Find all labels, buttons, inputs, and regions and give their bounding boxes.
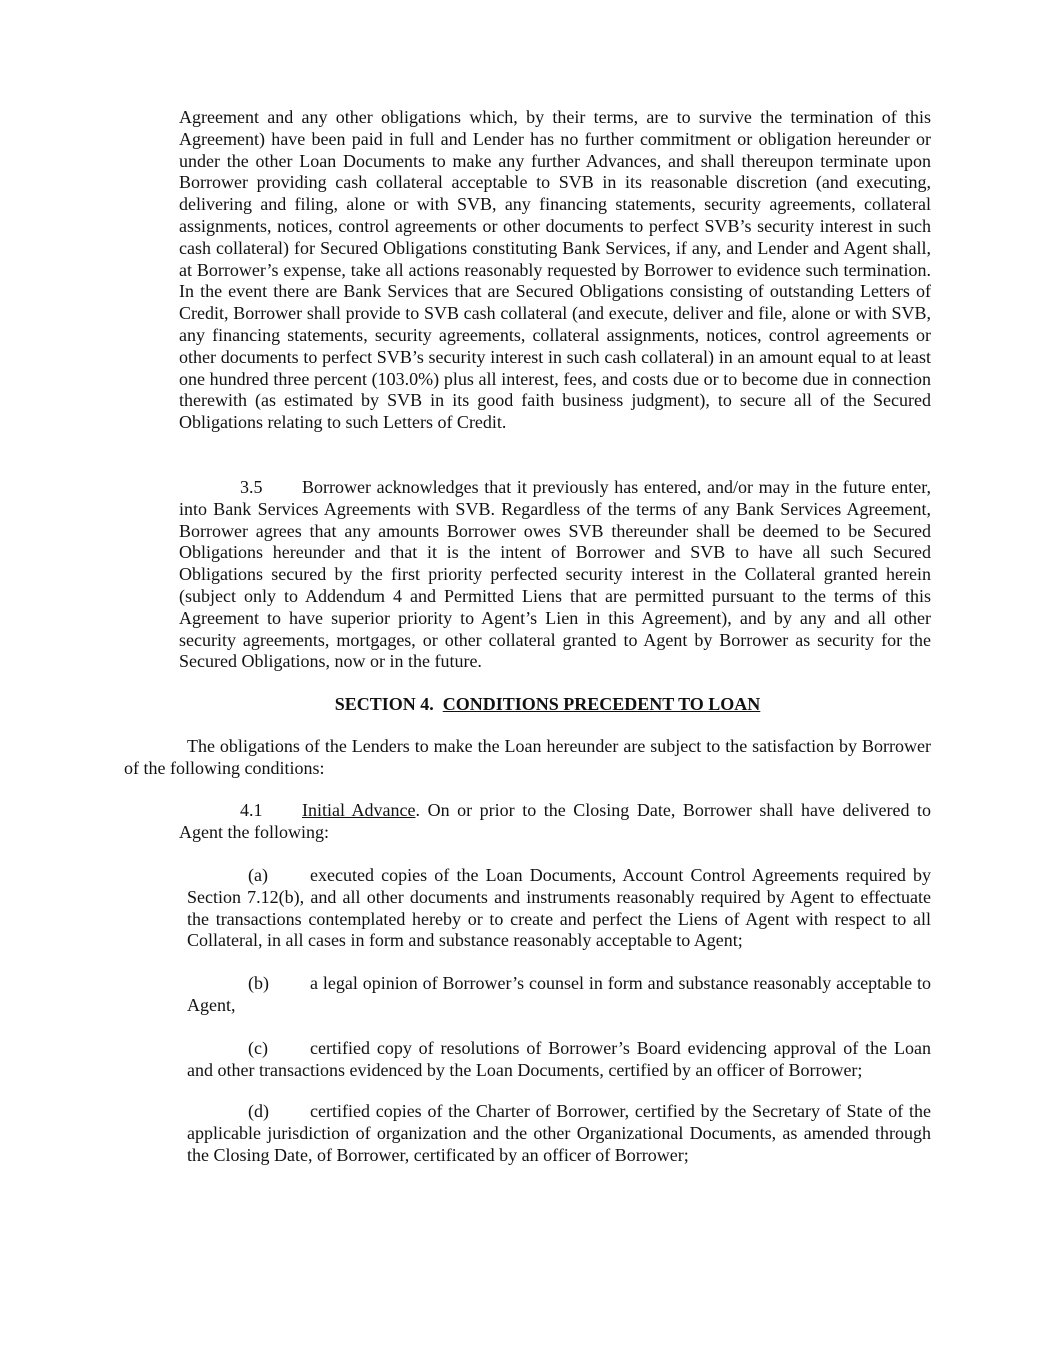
section-3-5-text: Borrower acknowledges that it previously has entered, and/or may in the future enter, into Bank Services Agreements with SVB. Regardless of the terms of any Bank Services Agreement, Borrower agrees that any amounts Borrower owes SVB thereunder shall be deemed to be Secured Obligations hereunder and that it is the intent of Borrower and SVB to have all such Secured Obligations secured by the first priority perfected security interest in the Collateral granted herein (subject only to Addendum 4 and Permitted Liens that are permitted pursuant to the terms of this Agreement to have superior priority to Agent’s Lien in this Agreement), and by any and all other security agreements, mortgages, or other collateral granted to Agent by Borrower as security for the Secured Obligations, now or in the future. <box>179 477 931 672</box>
continuation-paragraph: Agreement and any other obligations which, by their terms, are to survive the termination of this Agreement) have been paid in full and Lender has no further commitment or obligation hereunder or under the other Loan Documents to make any further Advances, and shall thereupon terminate upon Borrower providing cash collateral acceptable to SVB in its reasonable discretion (and executing, delivering and filing, alone or with SVB, any financing statements, security agreements, collateral assignments, notices, control agreements or other documents to perfect SVB’s security interest in such cash collateral) for Secured Obligations constituting Bank Services, if any, and Lender and Agent shall, at Borrower’s expense, take all actions reasonably requested by Borrower to evidence such termination. In the event there are Bank Services that are Secured Obligations consisting of outstanding Letters of Credit, Borrower shall provide to SVB cash collateral (and execute, deliver and file, alone or with SVB, any financing statements, security agreements, collateral assignments, notices, control agreements or other documents to perfect SVB’s security interest in such cash collateral) in an amount equal to at least one hundred three percent (103.0%) plus all interest, fees, and costs due or to become due in connection therewith (as estimated by SVB in its good faith business judgment), to secure all of the Secured Obligations relating to such Letters of Credit. <box>179 107 931 433</box>
section-4-prefix: SECTION 4. <box>334 694 434 714</box>
list-item-d-text: certified copies of the Charter of Borrower, certified by the Secretary of State of the applicable jurisdiction of organization and the other Organizational Documents, as amended through the Closing Date, of Borrower, certificated by an officer of Borrower; <box>187 1101 931 1165</box>
section-4-intro-text: The obligations of the Lenders to make the Loan hereunder are subject to the satisfaction by Borrower of the following conditions: <box>124 736 931 778</box>
list-item-b <box>187 973 931 1017</box>
section-4-intro <box>124 736 931 780</box>
list-item-a-text: executed copies of the Loan Documents, Account Control Agreements required by Section 7.12(b), and all other documents and instruments reasonably required by Agent to effectuate the transactions contemplated hereby or to create and perfect the Liens of Agent with respect to all Collateral, in all cases in form and substance reasonably acceptable to Agent; <box>187 865 931 951</box>
section-3-5-paragraph <box>179 477 931 673</box>
section-4-title: CONDITIONS PRECEDENT TO LOAN <box>442 694 761 714</box>
section-4-heading <box>0 694 1055 716</box>
list-item-b-text: a legal opinion of Borrower’s counsel in form and substance reasonably acceptable to Agent, <box>187 973 931 1015</box>
list-item-d-label: (d) <box>248 1101 269 1121</box>
section-4-1-text: . On or prior to the Closing Date, Borrower shall have delivered to Agent the following: <box>179 800 931 842</box>
section-4-1-number: 4.1 <box>240 800 263 820</box>
list-item-a-label: (a) <box>248 865 268 885</box>
list-item-a <box>187 865 931 952</box>
list-item-c <box>187 1038 931 1082</box>
section-4-1-paragraph <box>179 800 931 844</box>
section-3-5-number: 3.5 <box>240 477 263 497</box>
section-4-1-title: Initial Advance <box>302 800 416 820</box>
list-item-d <box>187 1101 931 1166</box>
list-item-b-label: (b) <box>248 973 269 993</box>
list-item-c-label: (c) <box>248 1038 268 1058</box>
list-item-c-text: certified copy of resolutions of Borrower’s Board evidencing approval of the Loan and other transactions evidenced by the Loan Documents, certified by an officer of Borrower; <box>187 1038 931 1080</box>
